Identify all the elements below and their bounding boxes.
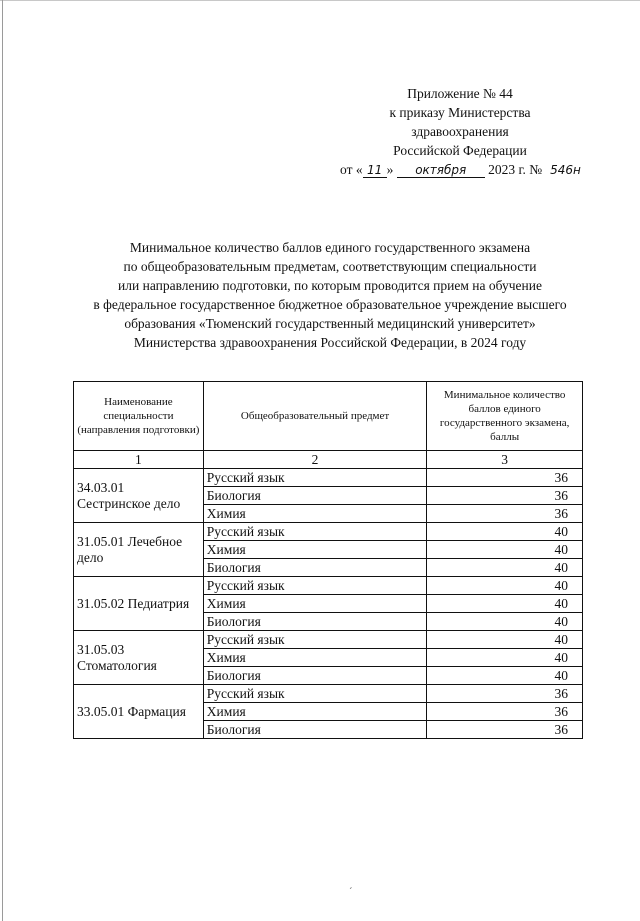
subject-cell: Русский язык [203, 685, 427, 703]
specialty-cell: 31.05.01 Лечебное дело [74, 523, 204, 577]
subject-cell: Русский язык [203, 523, 427, 541]
table-header-row [74, 382, 583, 451]
heading-line: Минимальное количество баллов единого государственного экзамена [129, 240, 531, 255]
score-cell: 40 [427, 541, 583, 559]
table-row [74, 469, 583, 487]
order-day-handwritten: 11 [363, 163, 387, 178]
score-cell: 36 [427, 505, 583, 523]
annex-line-4: Российской Федерации [393, 143, 527, 158]
order-year: 2023 г. № [488, 162, 543, 177]
subject-cell: Русский язык [203, 469, 427, 487]
header-specialty: Наименование специальности (направления подготовки) [74, 382, 204, 451]
order-date-line [330, 160, 590, 179]
annex-block [330, 84, 590, 179]
column-number-row [74, 451, 583, 469]
annex-title: Приложение № 44 [407, 86, 513, 101]
heading-line: или направлению подготовки, по которым проводится прием на обучение [118, 278, 542, 293]
score-cell: 40 [427, 523, 583, 541]
page-edge-top [0, 0, 640, 1]
score-cell: 40 [427, 595, 583, 613]
score-cell: 40 [427, 649, 583, 667]
page-edge-left [2, 0, 3, 921]
score-cell: 36 [427, 469, 583, 487]
order-quote-close: » [386, 162, 394, 177]
header-subject: Общеобразовательный предмет [203, 382, 427, 451]
subject-cell: Биология [203, 721, 427, 739]
specialty-cell: 31.05.02 Педиатрия [74, 577, 204, 631]
column-number: 2 [203, 451, 427, 469]
document-heading [60, 238, 600, 352]
column-number: 3 [427, 451, 583, 469]
subject-cell: Химия [203, 703, 427, 721]
header-min-score: Минимальное количество баллов единого государственного экзамена, баллы [427, 382, 583, 451]
heading-line: в федеральное государственное бюджетное образовательное учреждение высшего [93, 297, 567, 312]
annex-line-3: здравоохранения [411, 124, 509, 139]
subject-cell: Химия [203, 595, 427, 613]
order-number-handwritten: 546н [550, 163, 581, 177]
subject-cell: Биология [203, 667, 427, 685]
heading-line: Министерства здравоохранения Российской Федерации, в 2024 году [133, 335, 527, 350]
score-cell: 40 [427, 613, 583, 631]
specialty-cell: 34.03.01 Сестринское дело [74, 469, 204, 523]
order-month-handwritten: октября [397, 163, 485, 178]
score-cell: 40 [427, 667, 583, 685]
annex-line-2: к приказу Министерства [389, 105, 531, 120]
scores-table [73, 381, 583, 739]
heading-line: по общеобразовательным предметам, соответствующим специальности [123, 259, 537, 274]
table-row [74, 523, 583, 541]
subject-cell: Химия [203, 649, 427, 667]
score-cell: 40 [427, 559, 583, 577]
heading-line: образования «Тюменский государственный медицинский университет» [124, 316, 536, 331]
subject-cell: Химия [203, 541, 427, 559]
specialty-cell: 33.05.01 Фармация [74, 685, 204, 739]
score-cell: 36 [427, 721, 583, 739]
order-prefix: от « [340, 162, 363, 177]
subject-cell: Химия [203, 505, 427, 523]
subject-cell: Биология [203, 613, 427, 631]
column-number: 1 [74, 451, 204, 469]
score-cell: 36 [427, 703, 583, 721]
subject-cell: Биология [203, 487, 427, 505]
score-cell: 40 [427, 631, 583, 649]
specialty-cell: 31.05.03 Стоматология [74, 631, 204, 685]
subject-cell: Русский язык [203, 631, 427, 649]
table-row [74, 577, 583, 595]
table-row [74, 631, 583, 649]
score-cell: 40 [427, 577, 583, 595]
table-row [74, 685, 583, 703]
subject-cell: Биология [203, 559, 427, 577]
subject-cell: Русский язык [203, 577, 427, 595]
score-cell: 36 [427, 487, 583, 505]
score-cell: 36 [427, 685, 583, 703]
